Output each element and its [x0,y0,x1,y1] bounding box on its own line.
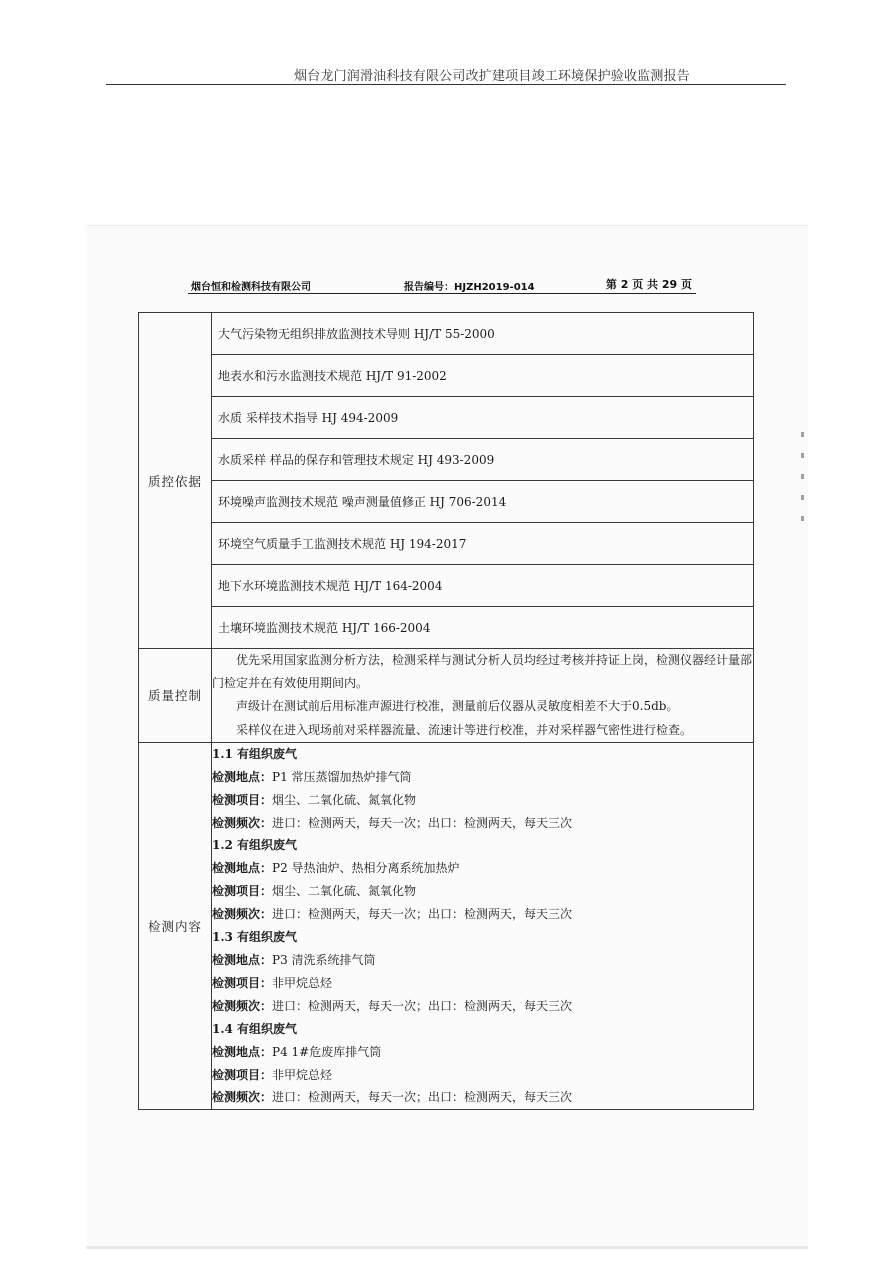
frequency-key: 检测频次： [212,1090,273,1105]
qc-paragraph: 优先采用国家监测分析方法，检测采样与测试分析人员均经过考核并持证上岗，检测仪器经计量部门检定并在有效使用期间内。 [212,653,753,691]
frequency-value: 进口：检测两天，每天一次；出口：检测两天，每天三次 [272,998,573,1013]
margin-stamp-marks [797,432,809,542]
table-row [139,355,754,397]
standard-item: 地表水和污水监测技术规范 HJ/T 91-2002 [212,355,754,397]
table-row [139,481,754,523]
detection-content-label: 检测内容 [139,742,212,1110]
frequency-key: 检测频次： [212,815,273,830]
qc-paragraph: 声级计在测试前后用标准声源进行校准，测量前后仪器从灵敏度相差不大于0.5db。 [236,699,679,714]
detection-location-line [212,1041,753,1064]
location-value: P4 1#危废库排气筒 [272,1044,382,1059]
report-header [188,274,696,294]
detection-location-line [212,949,753,972]
detection-frequency-line [212,1086,753,1109]
detection-frequency-line [212,995,753,1018]
standard-item: 土壤环境监测技术规范 HJ/T 166-2004 [212,607,754,649]
qc-paragraph: 采样仪在进入现场前对采样器流量、流速计等进行校准，并对采样器气密性进行检查。 [236,722,693,737]
report-number: 报告编号：HJZH2019-014 [404,282,535,293]
table-row [139,607,754,649]
standard-item: 地下水环境监测技术规范 HJ/T 164-2004 [212,565,754,607]
standard-item: 水质 采样技术指导 HJ 494-2009 [212,397,754,439]
table-row [139,649,754,743]
items-value: 烟尘、二氧化硫、氮氧化物 [272,884,417,899]
table-row [139,742,754,1110]
detection-items-line [212,789,753,812]
detection-frequency-line [212,903,753,926]
section-title: 1.3 有组织废气 [212,930,298,945]
frequency-value: 进口：检测两天，每天一次；出口：检测两天，每天三次 [272,1090,573,1105]
items-value: 非甲烷总烃 [272,975,333,990]
section-title: 1.2 有组织废气 [212,838,298,853]
location-key: 检测地点： [212,952,273,967]
page-number: 第 2 页 共 29 页 [605,278,692,291]
section-title: 1.4 有组织废气 [212,1021,298,1036]
location-value: P2 导热油炉、热相分离系统加热炉 [272,861,460,876]
frequency-value: 进口：检测两天，每天一次；出口：检测两天，每天三次 [272,815,573,830]
table-row [139,313,754,355]
report-table [138,312,754,1110]
items-key: 检测项目： [212,975,273,990]
detection-items-line [212,1064,753,1087]
standard-item: 大气污染物无组织排放监测技术导则 HJ/T 55-2000 [212,313,754,355]
document-header-title: 烟台龙门润滑油科技有限公司改扩建项目竣工环境保护验收监测报告 [293,69,690,84]
table-row [139,523,754,565]
location-key: 检测地点： [212,769,273,784]
document-header [106,62,786,85]
section-title: 1.1 有组织废气 [212,746,298,761]
standard-item: 环境噪声监测技术规范 噪声测量值修正 HJ 706-2014 [212,481,754,523]
quality-control-label: 质量控制 [139,649,212,743]
table-row [139,397,754,439]
detection-location-line [212,857,753,880]
table-row [139,439,754,481]
location-value: P3 清洗系统排气筒 [272,952,376,967]
frequency-key: 检测频次： [212,998,273,1013]
items-key: 检测项目： [212,792,273,807]
location-key: 检测地点： [212,1044,273,1059]
location-key: 检测地点： [212,861,273,876]
scan-bottom-edge [86,1246,808,1249]
frequency-value: 进口：检测两天，每天一次；出口：检测两天，每天三次 [272,907,573,922]
detection-location-line [212,766,753,789]
detection-content [212,742,754,1110]
report-company: 烟台恒和检测科技有限公司 [191,282,311,293]
items-value: 非甲烷总烃 [272,1067,333,1082]
detection-items-line [212,880,753,903]
table-row [139,565,754,607]
detection-items-line [212,972,753,995]
items-key: 检测项目： [212,1067,273,1082]
detection-frequency-line [212,812,753,835]
quality-control-text [212,649,754,743]
standard-item: 环境空气质量手工监测技术规范 HJ 194-2017 [212,523,754,565]
standard-item: 水质采样 样品的保存和管理技术规定 HJ 493-2009 [212,439,754,481]
items-key: 检测项目： [212,884,273,899]
frequency-key: 检测频次： [212,907,273,922]
qc-basis-label: 质控依据 [139,313,212,649]
location-value: P1 常压蒸馏加热炉排气筒 [272,769,412,784]
items-value: 烟尘、二氧化硫、氮氧化物 [272,792,417,807]
